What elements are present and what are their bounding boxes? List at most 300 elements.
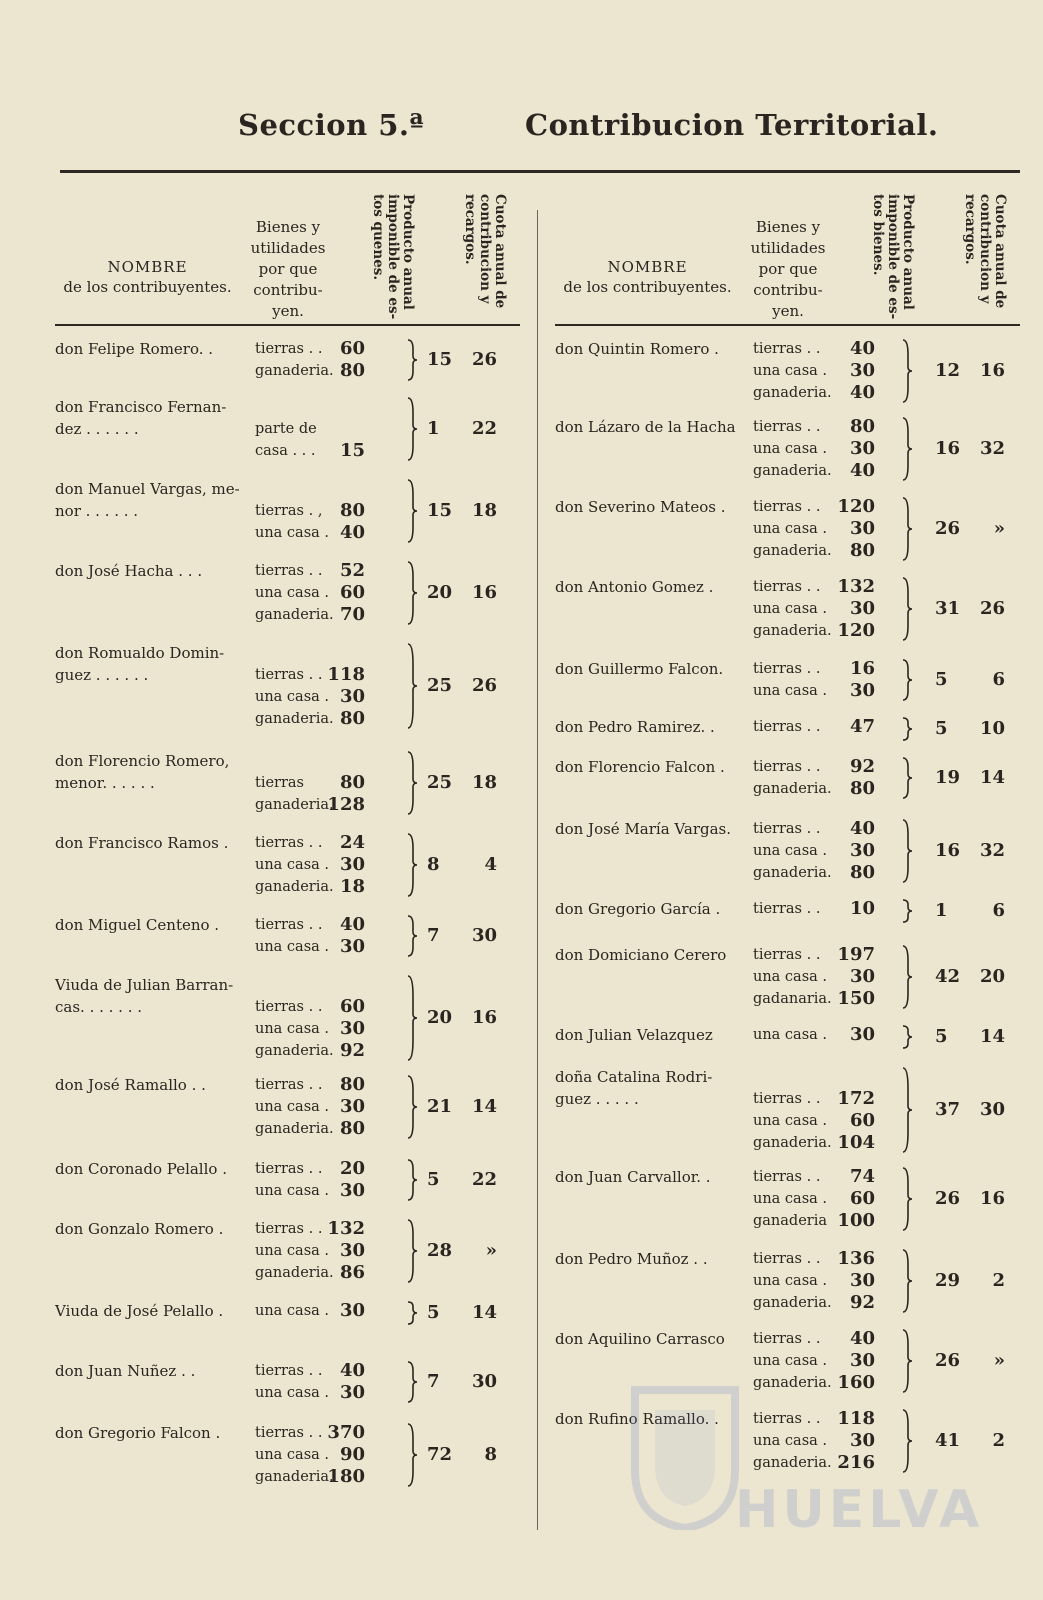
- taxpayer-entry: [55, 974, 520, 1061]
- archive-stamp: [625, 1380, 984, 1540]
- taxpayer-entry: [555, 818, 1020, 894]
- cuota-maravedis: 20: [979, 966, 1005, 987]
- property-row: [255, 936, 405, 958]
- shield-icon: [625, 1380, 745, 1530]
- header-nombre-title: NOMBRE: [607, 258, 688, 276]
- cuota-amount: [935, 1188, 1005, 1209]
- property-list: [753, 1088, 903, 1154]
- cuota-maravedis: »: [993, 1350, 1005, 1371]
- property-label: una casa .: [255, 1385, 330, 1401]
- brace-icon: [405, 1300, 419, 1326]
- property-row: [255, 832, 405, 854]
- cuota-amount: [427, 772, 497, 793]
- taxpayer-name: don Miguel Centeno .: [55, 916, 220, 934]
- property-label: una casa .: [255, 857, 330, 873]
- header-nombre-sub: de los contribuyentes.: [63, 278, 232, 296]
- cuota-reales: 28: [427, 1240, 453, 1261]
- cuota-reales: 12: [935, 360, 961, 381]
- taxpayer-name: don Gregorio García .: [555, 900, 721, 918]
- property-value: 132: [837, 576, 875, 597]
- property-row: [255, 1096, 405, 1118]
- property-label: ganaderia.: [753, 865, 832, 881]
- brace-icon: [405, 396, 419, 462]
- taxpayer-entry: [555, 944, 1020, 1020]
- cuota-amount: [935, 718, 1005, 739]
- property-value: 40: [849, 338, 875, 359]
- property-label: tierras . .: [255, 835, 323, 851]
- brace-icon: [900, 338, 914, 404]
- property-row: [255, 772, 405, 794]
- taxpayer-entry: [555, 756, 1020, 810]
- property-label: una casa .: [753, 683, 828, 699]
- taxpayer-entry: [55, 1074, 520, 1150]
- right-column: [555, 192, 1020, 1473]
- brace-icon: [405, 974, 419, 1062]
- taxpayer-entry: [555, 1248, 1020, 1324]
- property-value: 30: [849, 598, 875, 619]
- property-label: tierras . .: [255, 563, 323, 579]
- taxpayer-name: don Francisco Fernan- dez . . . . . .: [55, 398, 227, 438]
- property-row: [753, 620, 903, 642]
- brace-icon: [405, 1360, 419, 1404]
- cuota-maravedis: 6: [992, 900, 1005, 921]
- property-row: [753, 966, 903, 988]
- cuota-amount: [935, 438, 1005, 459]
- brace-icon: [900, 576, 914, 642]
- cuota-maravedis: 30: [471, 1371, 497, 1392]
- property-row: [255, 1466, 405, 1488]
- property-value: 160: [837, 1372, 875, 1393]
- property-label: tierras . .: [753, 821, 821, 837]
- brace-icon: [405, 338, 419, 382]
- cuota-reales: 5: [935, 669, 948, 690]
- property-value: 60: [849, 1188, 875, 1209]
- property-value: 40: [339, 522, 365, 543]
- property-list: [255, 832, 405, 898]
- brace-icon: [900, 416, 914, 482]
- taxpayer-name: don José Hacha . . .: [55, 562, 203, 580]
- property-label: ganaderia: [753, 1213, 827, 1229]
- property-row: [255, 708, 405, 730]
- property-value: 40: [339, 1360, 365, 1381]
- property-value: 52: [339, 560, 365, 581]
- property-row: [255, 1218, 405, 1240]
- cuota-reales: 19: [935, 767, 961, 788]
- property-row: [255, 1422, 405, 1444]
- taxpayer-name: don Florencio Romero, menor. . . . . .: [55, 752, 230, 792]
- cuota-reales: 5: [427, 1302, 440, 1323]
- property-row: [255, 1444, 405, 1466]
- taxpayer-entry: [55, 750, 520, 815]
- cuota-maravedis: 14: [979, 767, 1005, 788]
- property-label: ganaderia.: [255, 1043, 334, 1059]
- property-label: una casa .: [753, 843, 828, 859]
- taxpayer-entry: [555, 416, 1020, 492]
- property-value: 60: [849, 1110, 875, 1131]
- property-label: una casa .: [753, 1113, 828, 1129]
- brace-icon: [405, 1422, 419, 1488]
- cuota-reales: 5: [427, 1169, 440, 1190]
- property-value: 92: [849, 1292, 875, 1313]
- taxpayer-name: don Felipe Romero. .: [55, 340, 214, 358]
- cuota-reales: 16: [935, 438, 961, 459]
- section-title: Seccion 5.ª: [238, 108, 425, 142]
- property-list: [255, 1300, 405, 1322]
- property-row: [255, 686, 405, 708]
- property-value: 30: [339, 1300, 365, 1321]
- property-value: 47: [849, 716, 875, 737]
- taxpayer-name: don Juan Nuñez . .: [55, 1362, 196, 1380]
- cuota-maravedis: 16: [979, 1188, 1005, 1209]
- cuota-reales: 26: [935, 518, 961, 539]
- taxpayer-entry: [55, 1360, 520, 1414]
- property-label: tierras . .: [255, 1161, 323, 1177]
- brace-icon: [900, 496, 914, 562]
- property-value: 20: [339, 1158, 365, 1179]
- property-list: [255, 1360, 405, 1404]
- property-row: [753, 1328, 903, 1350]
- property-label: una casa .: [753, 1027, 828, 1043]
- property-value: 40: [849, 818, 875, 839]
- property-label: ganaderia.: [255, 363, 334, 379]
- property-value: 30: [339, 936, 365, 957]
- property-row: [753, 540, 903, 562]
- property-label: ganaderia.: [255, 1265, 334, 1281]
- property-label: ganaderia.: [255, 607, 334, 623]
- cuota-amount: [427, 1007, 497, 1028]
- property-label: ganaderia.: [753, 1455, 832, 1471]
- property-label: una casa .: [753, 521, 828, 537]
- property-value: 60: [339, 338, 365, 359]
- property-value: 40: [849, 1328, 875, 1349]
- property-row: [753, 1292, 903, 1314]
- property-list: [753, 898, 903, 920]
- property-row: [255, 914, 405, 936]
- property-list: [255, 772, 405, 816]
- cuota-reales: 7: [427, 1371, 440, 1392]
- taxpayer-entry: [55, 1300, 520, 1332]
- header-cuota: Cuota anual de contribucion y recargos.: [962, 194, 1008, 309]
- property-label: tierras . .: [753, 341, 821, 357]
- property-row: [255, 876, 405, 898]
- property-value: 70: [339, 604, 365, 625]
- property-list: [255, 1074, 405, 1140]
- property-label: una casa .: [753, 1353, 828, 1369]
- cuota-maravedis: 18: [471, 772, 497, 793]
- property-row: [255, 854, 405, 876]
- property-label: tierras . .: [753, 719, 821, 735]
- taxpayer-name: don Guillermo Falcon.: [555, 660, 724, 678]
- taxpayer-name: Viuda de Julian Barran- cas. . . . . . .: [55, 976, 234, 1016]
- property-row: [753, 1350, 903, 1372]
- header-producto: Producto anual imponible de es- tos bienes.: [870, 194, 916, 320]
- cuota-reales: 1: [427, 418, 440, 439]
- taxpayer-entry: [555, 338, 1020, 414]
- taxpayer-name: doña Catalina Rodri- guez . . . . .: [555, 1068, 713, 1108]
- property-row: [753, 988, 903, 1010]
- property-row: [753, 1188, 903, 1210]
- property-label: una casa .: [255, 939, 330, 955]
- cuota-amount: [427, 1302, 497, 1323]
- property-label: ganaderia.: [753, 623, 832, 639]
- property-value: 30: [849, 680, 875, 701]
- property-value: 30: [849, 840, 875, 861]
- property-row: [753, 438, 903, 460]
- property-row: [255, 1180, 405, 1202]
- taxpayer-name: don Antonio Gomez .: [555, 578, 714, 596]
- property-row: [255, 1040, 405, 1062]
- property-row: [255, 1300, 405, 1322]
- property-list: [255, 996, 405, 1062]
- cuota-amount: [935, 598, 1005, 619]
- cuota-amount: [935, 1099, 1005, 1120]
- property-label: una casa .: [753, 969, 828, 985]
- property-label: tierras . .: [255, 1077, 323, 1093]
- property-row: [255, 338, 405, 360]
- page-title: [0, 108, 1043, 158]
- property-label: una casa .: [753, 363, 828, 379]
- property-value: 30: [849, 1270, 875, 1291]
- cuota-reales: 41: [935, 1430, 961, 1451]
- property-label: tierras: [255, 775, 304, 791]
- property-value: 40: [849, 460, 875, 481]
- property-row: [255, 1382, 405, 1404]
- taxpayer-entry: [55, 1158, 520, 1212]
- property-label: una casa .: [255, 1099, 330, 1115]
- cuota-reales: 5: [935, 1026, 948, 1047]
- property-label: una casa .: [255, 525, 330, 541]
- cuota-amount: [427, 349, 497, 370]
- property-value: 118: [327, 664, 365, 685]
- cuota-amount: [935, 669, 1005, 690]
- property-label: una casa .: [753, 601, 828, 617]
- property-value: 60: [339, 582, 365, 603]
- property-row: [753, 1270, 903, 1292]
- cuota-reales: 25: [427, 772, 453, 793]
- property-row: [255, 360, 405, 382]
- cuota-reales: 29: [935, 1270, 961, 1291]
- property-list: [255, 1218, 405, 1284]
- taxpayer-entry: [555, 1066, 1020, 1153]
- property-value: 90: [339, 1444, 365, 1465]
- brace-icon: [900, 1024, 914, 1050]
- property-row: [255, 1158, 405, 1180]
- property-label: tierras . .: [753, 579, 821, 595]
- property-value: 30: [849, 966, 875, 987]
- brace-icon: [405, 1074, 419, 1140]
- property-value: 80: [339, 500, 365, 521]
- property-label: ganaderia.: [255, 1469, 334, 1485]
- property-value: 80: [339, 360, 365, 381]
- property-row: [753, 1210, 903, 1232]
- property-value: 80: [339, 1074, 365, 1095]
- cuota-amount: [427, 582, 497, 603]
- property-value: 80: [849, 540, 875, 561]
- property-list: [753, 658, 903, 702]
- header-nombre: [555, 257, 740, 297]
- property-value: 24: [339, 832, 365, 853]
- cuota-maravedis: 30: [471, 925, 497, 946]
- cuota-maravedis: 18: [471, 500, 497, 521]
- property-list: [255, 664, 405, 730]
- property-label: tierras . .: [255, 1363, 323, 1379]
- property-list: [753, 944, 903, 1010]
- cuota-reales: 72: [427, 1444, 453, 1465]
- property-label: ganaderia.: [753, 1295, 832, 1311]
- property-row: [255, 500, 405, 522]
- property-label: una casa .: [255, 1243, 330, 1259]
- property-row: [753, 382, 903, 404]
- property-row: [753, 1166, 903, 1188]
- taxpayer-name: don Severino Mateos .: [555, 498, 726, 516]
- cuota-amount: [935, 360, 1005, 381]
- property-label: tierras . .: [255, 1221, 323, 1237]
- property-list: [255, 338, 405, 382]
- property-list: [255, 914, 405, 958]
- property-value: 10: [849, 898, 875, 919]
- property-label: tierras . .: [255, 917, 323, 933]
- cuota-maravedis: »: [993, 518, 1005, 539]
- brace-icon: [405, 1158, 419, 1202]
- property-row: [753, 338, 903, 360]
- property-value: 92: [849, 756, 875, 777]
- property-value: 30: [339, 1382, 365, 1403]
- cuota-maravedis: 22: [471, 1169, 497, 1190]
- property-row: [753, 658, 903, 680]
- property-value: 16: [849, 658, 875, 679]
- property-value: 128: [327, 794, 365, 815]
- cuota-amount: [935, 1350, 1005, 1371]
- cuota-maravedis: 2: [992, 1430, 1005, 1451]
- cuota-amount: [427, 1169, 497, 1190]
- property-value: 80: [849, 862, 875, 883]
- property-row: [753, 680, 903, 702]
- property-value: 197: [837, 944, 875, 965]
- taxpayer-entry: [555, 658, 1020, 712]
- property-list: [753, 416, 903, 482]
- property-label: tierras . .: [255, 667, 323, 683]
- property-value: 92: [339, 1040, 365, 1061]
- taxpayer-name: don Francisco Ramos .: [55, 834, 229, 852]
- column-divider: [537, 210, 538, 1530]
- property-label: tierras . .: [753, 1411, 821, 1427]
- header-nombre: [55, 257, 240, 297]
- property-value: 18: [339, 876, 365, 897]
- property-label: gadanaria.: [753, 991, 832, 1007]
- taxpayer-name: don Rufino Ramallo. .: [555, 1410, 719, 1428]
- right-header: [555, 192, 1020, 326]
- property-row: [753, 756, 903, 778]
- property-value: 30: [339, 1096, 365, 1117]
- property-label: una casa .: [255, 585, 330, 601]
- property-label: tierras . ,: [255, 503, 323, 519]
- brace-icon: [900, 818, 914, 884]
- property-label: una casa .: [255, 1183, 330, 1199]
- taxpayer-entry: [55, 642, 520, 729]
- property-row: [255, 1018, 405, 1040]
- cuota-amount: [427, 418, 497, 439]
- taxpayer-name: don Manuel Vargas, me- nor . . . . . .: [55, 480, 240, 520]
- property-list: [753, 338, 903, 404]
- property-label: tierras . .: [255, 1425, 323, 1441]
- property-row: [753, 1110, 903, 1132]
- taxpayer-name: don Romualdo Domin- guez . . . . . .: [55, 644, 225, 684]
- property-value: 80: [849, 416, 875, 437]
- property-label: tierras . .: [753, 947, 821, 963]
- cuota-amount: [935, 900, 1005, 921]
- property-label: una casa .: [255, 1021, 330, 1037]
- property-row: [255, 664, 405, 686]
- cuota-maravedis: 16: [471, 582, 497, 603]
- property-value: 30: [849, 1430, 875, 1451]
- property-label: tierras . .: [753, 419, 821, 435]
- property-value: 30: [849, 1350, 875, 1371]
- taxpayer-entry: [55, 914, 520, 968]
- property-value: 132: [327, 1218, 365, 1239]
- property-row: [753, 1088, 903, 1110]
- property-row: [753, 840, 903, 862]
- brace-icon: [900, 756, 914, 800]
- property-value: 60: [339, 996, 365, 1017]
- cuota-amount: [935, 966, 1005, 987]
- property-row: [255, 1262, 405, 1284]
- taxpayer-entry: [555, 898, 1020, 930]
- header-nombre-title: NOMBRE: [107, 258, 188, 276]
- property-row: [753, 716, 903, 738]
- property-row: [753, 460, 903, 482]
- cuota-maravedis: 14: [471, 1302, 497, 1323]
- stamp-text: HUELVA: [735, 1480, 984, 1540]
- left-column: [55, 192, 520, 1487]
- property-row: [255, 560, 405, 582]
- property-value: 30: [849, 1024, 875, 1045]
- cuota-reales: 26: [935, 1188, 961, 1209]
- property-label: una casa .: [255, 689, 330, 705]
- cuota-maravedis: 6: [992, 669, 1005, 690]
- brace-icon: [900, 1248, 914, 1314]
- cuota-maravedis: »: [485, 1240, 497, 1261]
- left-header: [55, 192, 520, 326]
- cuota-reales: 20: [427, 582, 453, 603]
- cuota-amount: [427, 854, 497, 875]
- property-value: 100: [837, 1210, 875, 1231]
- header-nombre-sub: de los contribuyentes.: [563, 278, 732, 296]
- property-label: ganaderia.: [753, 385, 832, 401]
- property-row: [255, 1118, 405, 1140]
- property-list: [255, 560, 405, 626]
- taxpayer-entry: [555, 576, 1020, 652]
- property-row: [255, 1074, 405, 1096]
- property-label: tierras . .: [753, 499, 821, 515]
- taxpayer-entry: [55, 560, 520, 636]
- property-row: [255, 794, 405, 816]
- cuota-reales: 7: [427, 925, 440, 946]
- cuota-reales: 31: [935, 598, 961, 619]
- taxpayer-entry: [555, 1166, 1020, 1242]
- property-value: 40: [849, 382, 875, 403]
- header-cuota: Cuota anual de contribucion y recargos.: [462, 194, 508, 309]
- brace-icon: [900, 716, 914, 742]
- cuota-amount: [427, 1371, 497, 1392]
- property-value: 80: [339, 708, 365, 729]
- cuota-maravedis: 14: [979, 1026, 1005, 1047]
- taxpayer-name: don Pedro Muñoz . .: [555, 1250, 708, 1268]
- cuota-maravedis: 14: [471, 1096, 497, 1117]
- taxpayer-name: don Pedro Ramirez. .: [555, 718, 715, 736]
- property-row: [753, 1132, 903, 1154]
- cuota-amount: [935, 840, 1005, 861]
- property-label: una casa .: [753, 441, 828, 457]
